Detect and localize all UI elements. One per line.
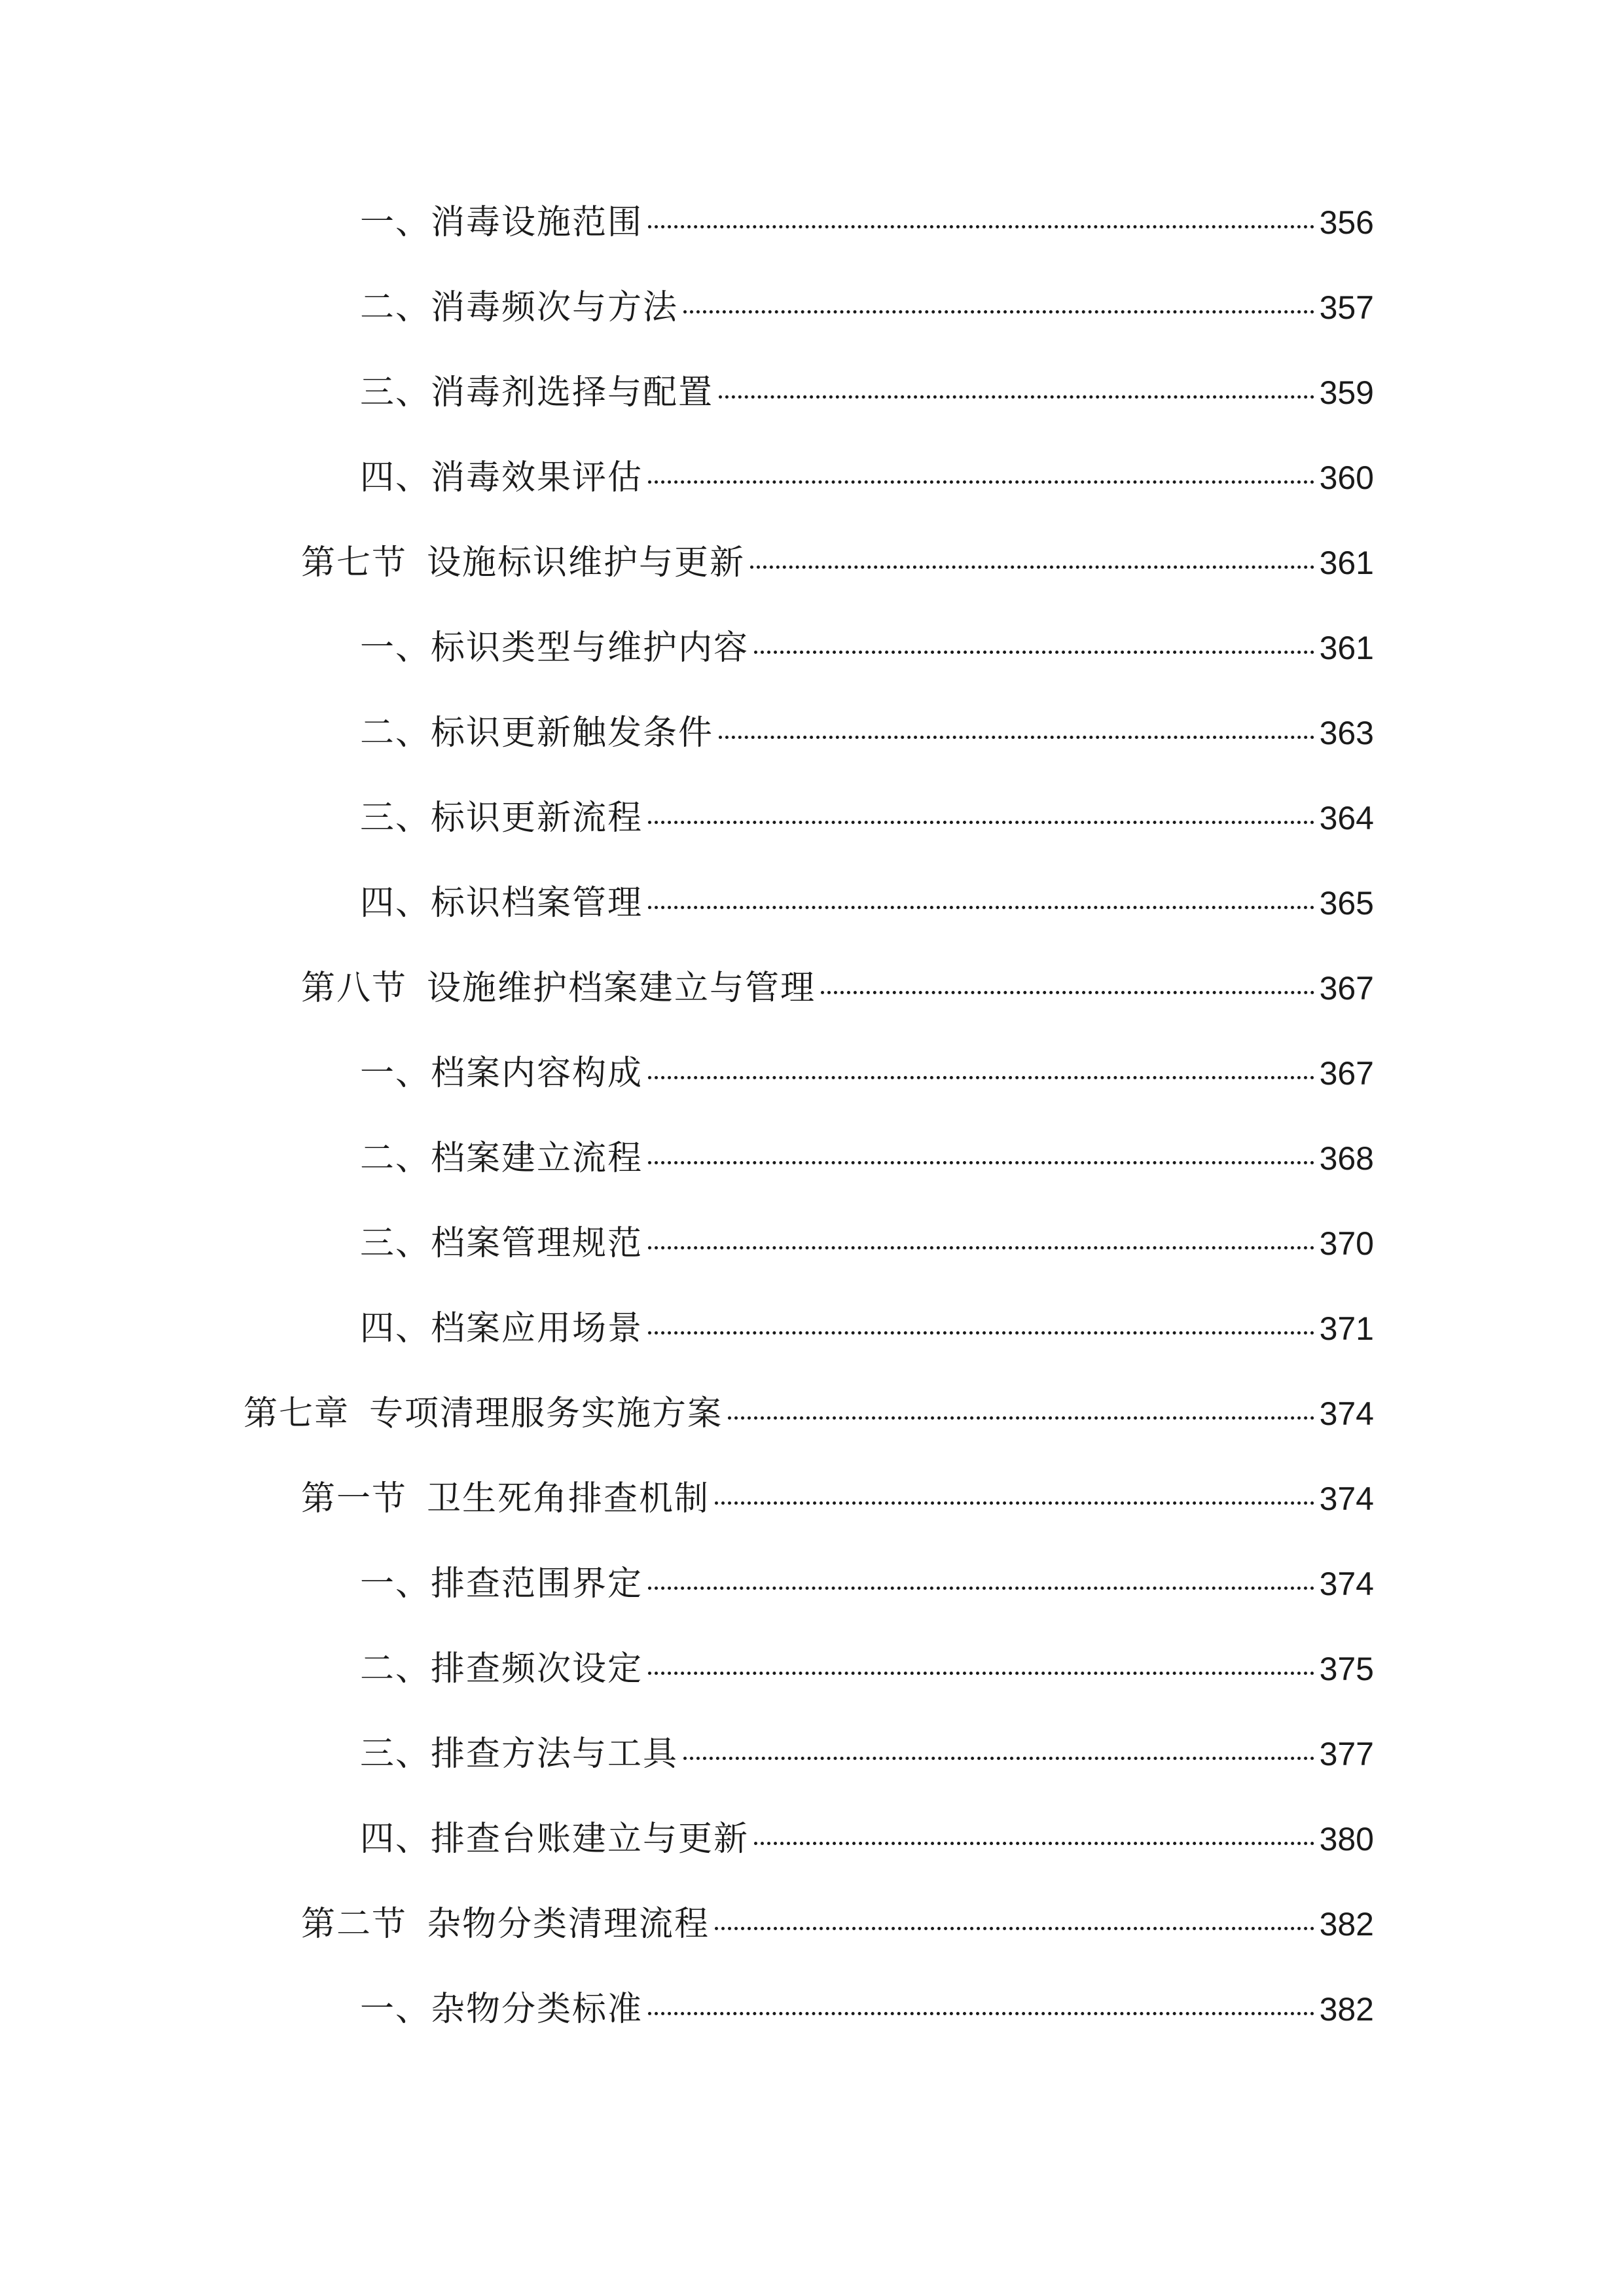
toc-entry-prefix: 三、 — [360, 1734, 431, 1774]
toc-entry-title: 标识档案管理 — [431, 884, 643, 923]
toc-entry[interactable] — [360, 367, 1374, 419]
dot-leader — [754, 1842, 1314, 1845]
toc-entry-page-number: 359 — [1319, 374, 1374, 411]
toc-entry-prefix: 四、 — [360, 1309, 431, 1348]
toc-entry[interactable] — [360, 1302, 1374, 1355]
dot-leader — [648, 225, 1314, 228]
dot-leader — [719, 395, 1314, 399]
toc-entry-label — [360, 1558, 643, 1610]
toc-entry-prefix: 四、 — [360, 1820, 431, 1859]
toc-entry-label — [360, 707, 713, 759]
toc-entry-page-number: 364 — [1319, 800, 1374, 836]
toc-entry-page-number: 374 — [1319, 1566, 1374, 1602]
toc-entry-title: 排查范围界定 — [431, 1564, 643, 1604]
toc-entry[interactable] — [360, 707, 1374, 759]
toc-entry-prefix: 第一节 — [301, 1479, 408, 1518]
dot-leader — [683, 310, 1314, 314]
toc-entry-page-number: 356 — [1319, 204, 1374, 241]
toc-entry[interactable] — [360, 1643, 1374, 1695]
toc-entry-page-number: 370 — [1319, 1225, 1374, 1262]
toc-entry[interactable] — [360, 1558, 1374, 1610]
toc-entry-title: 档案应用场景 — [431, 1309, 643, 1348]
toc-entry-label — [301, 1473, 710, 1525]
toc-entry-label — [360, 1813, 749, 1865]
toc-entry-prefix: 二、 — [360, 713, 431, 753]
toc-entry-label — [360, 1983, 643, 2036]
toc-entry-label — [301, 962, 816, 1014]
dot-leader — [648, 480, 1314, 484]
dot-leader — [728, 1416, 1314, 1420]
toc-entry[interactable] — [360, 1983, 1374, 2036]
toc-entry[interactable] — [301, 962, 1374, 1014]
dot-leader — [648, 1246, 1314, 1249]
toc-entry-page-number: 368 — [1319, 1140, 1374, 1177]
toc-entry-prefix: 一、 — [360, 1054, 431, 1093]
toc-entry-title: 杂物分类清理流程 — [427, 1905, 710, 1944]
toc-entry-page-number: 367 — [1319, 970, 1374, 1007]
dot-leader — [648, 821, 1314, 824]
toc-entry-prefix: 一、 — [360, 1564, 431, 1604]
toc-entry[interactable] — [360, 281, 1374, 334]
toc-entry-prefix: 三、 — [360, 798, 431, 838]
toc-entry[interactable] — [360, 452, 1374, 504]
toc-entry-prefix: 第七节 — [301, 543, 408, 583]
toc-entry-page-number: 375 — [1319, 1651, 1374, 1687]
toc-entry[interactable] — [360, 196, 1374, 249]
toc-entry-label — [301, 1898, 710, 1950]
toc-entry-title: 杂物分类标准 — [431, 1990, 643, 2029]
toc-entry-page-number: 365 — [1319, 885, 1374, 922]
toc-entry-label — [360, 877, 643, 929]
dot-leader — [683, 1757, 1314, 1760]
toc-entry-page-number: 382 — [1319, 1991, 1374, 2028]
toc-entry-page-number: 374 — [1319, 1480, 1374, 1517]
toc-entry-title: 档案建立流程 — [431, 1139, 643, 1178]
dot-leader — [821, 991, 1314, 994]
toc-entry-title: 消毒频次与方法 — [431, 288, 679, 327]
dot-leader — [648, 1076, 1314, 1079]
dot-leader — [648, 1161, 1314, 1164]
toc-entry[interactable] — [360, 792, 1374, 844]
dot-leader — [648, 1331, 1314, 1335]
dot-leader — [750, 565, 1314, 569]
toc-entry[interactable] — [244, 1388, 1374, 1440]
dot-leader — [719, 736, 1314, 739]
toc-entry[interactable] — [360, 1813, 1374, 1865]
toc-entry-prefix: 四、 — [360, 884, 431, 923]
toc-entry-title: 标识类型与维护内容 — [431, 628, 749, 668]
toc-entry-page-number: 367 — [1319, 1055, 1374, 1092]
toc-entry-title: 排查方法与工具 — [431, 1734, 679, 1774]
toc-entry-page-number: 360 — [1319, 459, 1374, 496]
toc-entry-page-number: 377 — [1319, 1736, 1374, 1772]
toc-entry-title: 标识更新触发条件 — [431, 713, 714, 753]
toc-entry-page-number: 361 — [1319, 545, 1374, 581]
toc-entry-prefix: 第八节 — [301, 969, 408, 1008]
toc-entry[interactable] — [360, 877, 1374, 929]
toc-entry-prefix: 第七章 — [244, 1394, 350, 1433]
toc-entry-page-number: 380 — [1319, 1821, 1374, 1857]
toc-entry[interactable] — [360, 622, 1374, 674]
toc-entry-prefix: 一、 — [360, 628, 431, 668]
toc-entry-label — [301, 537, 745, 589]
toc-entry-label — [360, 196, 643, 249]
toc-entry-title: 排查频次设定 — [431, 1649, 643, 1689]
toc-entry-prefix: 一、 — [360, 203, 431, 242]
toc-entry-title: 消毒设施范围 — [431, 203, 643, 242]
toc-entry[interactable] — [301, 537, 1374, 589]
toc-entry-label — [244, 1388, 723, 1440]
toc-entry-title: 设施维护档案建立与管理 — [427, 969, 816, 1008]
toc-entry-prefix: 二、 — [360, 1649, 431, 1689]
toc-entry-prefix: 一、 — [360, 1990, 431, 2029]
toc-entry-page-number: 371 — [1319, 1310, 1374, 1347]
toc-entry-title: 档案内容构成 — [431, 1054, 643, 1093]
toc-entry-prefix: 四、 — [360, 458, 431, 497]
toc-entry-title: 排查台账建立与更新 — [431, 1820, 749, 1859]
toc-entry-label — [360, 792, 643, 844]
toc-entry-label — [360, 281, 678, 334]
toc-entry[interactable] — [301, 1898, 1374, 1950]
toc-entry-title: 消毒效果评估 — [431, 458, 643, 497]
toc-entry-label — [360, 1217, 643, 1270]
dot-leader — [715, 1927, 1314, 1930]
dot-leader — [648, 1672, 1314, 1675]
toc-entry-page-number: 361 — [1319, 630, 1374, 666]
dot-leader — [715, 1501, 1314, 1505]
toc-entry-page-number: 357 — [1319, 289, 1374, 326]
toc-entry-title: 设施标识维护与更新 — [427, 543, 746, 583]
toc-entry-prefix: 第二节 — [301, 1905, 408, 1944]
dot-leader — [648, 1587, 1314, 1590]
toc-entry-prefix: 三、 — [360, 373, 431, 412]
toc-entry-title: 档案管理规范 — [431, 1224, 643, 1263]
toc-entry[interactable] — [360, 1728, 1374, 1780]
toc-entry-prefix: 三、 — [360, 1224, 431, 1263]
dot-leader — [648, 906, 1314, 909]
toc-entry-label — [360, 452, 643, 504]
toc-entry-label — [360, 1132, 643, 1185]
toc-entry-label — [360, 1643, 643, 1695]
toc-entry-label — [360, 367, 713, 419]
toc-entry[interactable] — [360, 1047, 1374, 1100]
toc-entry[interactable] — [301, 1473, 1374, 1525]
toc-entry[interactable] — [360, 1132, 1374, 1185]
toc-entry-page-number: 363 — [1319, 715, 1374, 751]
toc-entry-page-number: 374 — [1319, 1395, 1374, 1432]
toc-entry-title: 专项清理服务实施方案 — [369, 1394, 723, 1433]
toc-entry-title: 卫生死角排查机制 — [427, 1479, 710, 1518]
toc-entry-label — [360, 622, 749, 674]
toc-entry-prefix: 二、 — [360, 288, 431, 327]
toc-entry-label — [360, 1047, 643, 1100]
toc-entry-title: 消毒剂选择与配置 — [431, 373, 714, 412]
toc-entry-title: 标识更新流程 — [431, 798, 643, 838]
toc-entry-label — [360, 1728, 678, 1780]
toc-entry-label — [360, 1302, 643, 1355]
toc-entry[interactable] — [360, 1217, 1374, 1270]
dot-leader — [754, 651, 1314, 654]
toc-entry-prefix: 二、 — [360, 1139, 431, 1178]
dot-leader — [648, 2012, 1314, 2015]
toc-entry-page-number: 382 — [1319, 1906, 1374, 1943]
